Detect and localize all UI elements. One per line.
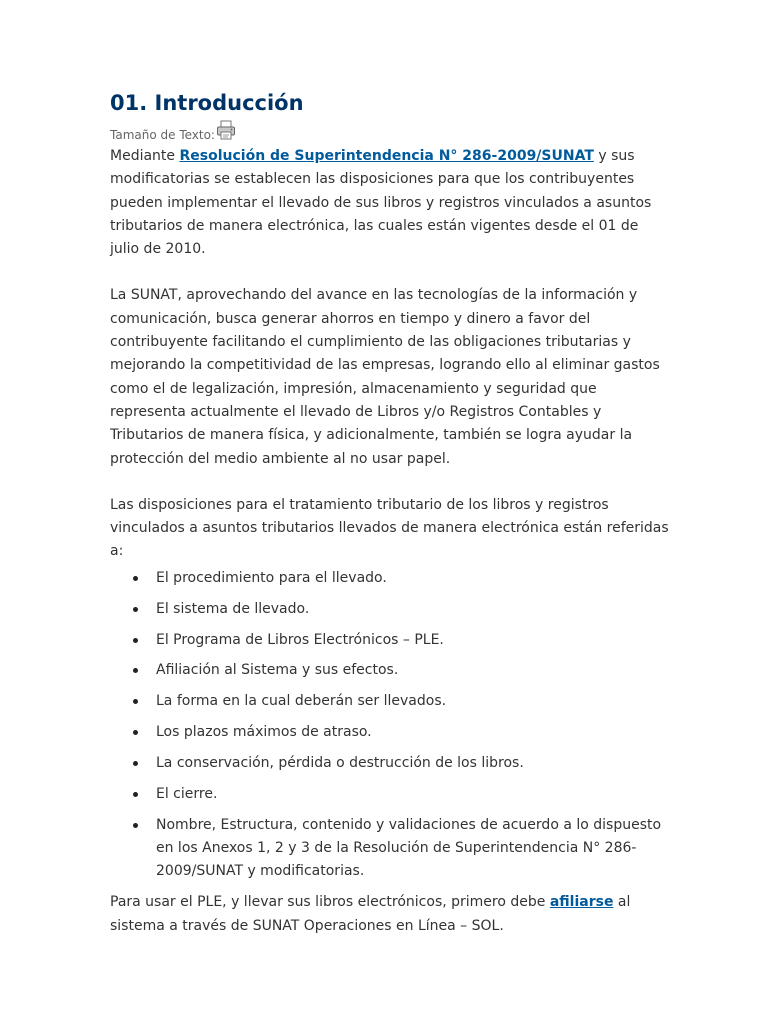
resolution-link[interactable]: Resolución de Superintendencia N° 286-2009/SUNAT — [179, 148, 594, 164]
provisions-paragraph: Las disposiciones para el tratamiento tributario de los libros y registros vinculados a asuntos tributarios llevados de manera electrónica están referidas a: — [110, 496, 669, 560]
ple-suffix: al sistema a través de SUNAT Operaciones en Línea – SOL. — [110, 894, 631, 934]
afiliarse-link[interactable]: afiliarse — [549, 894, 614, 911]
list-item: La forma en la cual deberán ser llevados. — [156, 690, 670, 713]
article-content — [110, 88, 670, 938]
intro-prefix: Mediante — [110, 148, 180, 164]
text-size-label: Tamaño de Texto: — [110, 128, 215, 142]
list-item: El Programa de Libros Electrónicos – PLE. — [156, 629, 670, 652]
list-item: Afiliación al Sistema y sus efectos. — [156, 659, 670, 682]
intro-suffix: y sus modificatorias se establecen las disposiciones para que los contribuyentes pueden implementar el llevado de sus libros y registros vinculados a asuntos tributarios de manera electrónica, las cuales están vigentes desde el 01 de julio de 2010. — [110, 148, 652, 258]
list-item: El cierre. — [156, 783, 670, 806]
text-size-control — [110, 124, 670, 144]
list-item: El sistema de llevado. — [156, 598, 670, 621]
list-item: Los plazos máximos de atraso. — [156, 721, 670, 744]
printer-icon[interactable] — [216, 120, 236, 140]
list-item: La conservación, pérdida o destrucción de los libros. — [156, 752, 670, 775]
sunat-paragraph: La SUNAT, aprovechando del avance en las tecnologías de la información y comunicación, busca generar ahorros en tiempo y dinero a favor del contribuyente facilitando el cumplimiento de las obligaciones tributarias y mejorando la competitividad de las empresas, logrando ello al eliminar gastos como el de legalización, impresión, almacenamiento y seguridad que representa actualmente el llevado de Libros y/o Registros Contables y Tributarios de manera física, y adicionalmente, también se logra ayudar la protección del medio ambiente al no usar papel. — [110, 287, 660, 467]
ple-prefix: Para usar el PLE, y llevar sus libros electrónicos, primero debe — [110, 894, 550, 911]
list-item: El procedimiento para el llevado. — [156, 567, 670, 590]
ple-paragraph — [110, 891, 670, 938]
intro-paragraph — [110, 145, 670, 261]
list-item: Nombre, Estructura, contenido y validaciones de acuerdo a lo dispuesto en los Anexos 1, 2 y 3 de la Resolución de Superintendencia N° 286-2009/SUNAT y modificatorias. — [156, 814, 670, 884]
page-title: 01. Introducción — [110, 91, 304, 115]
provisions-list — [110, 567, 670, 884]
